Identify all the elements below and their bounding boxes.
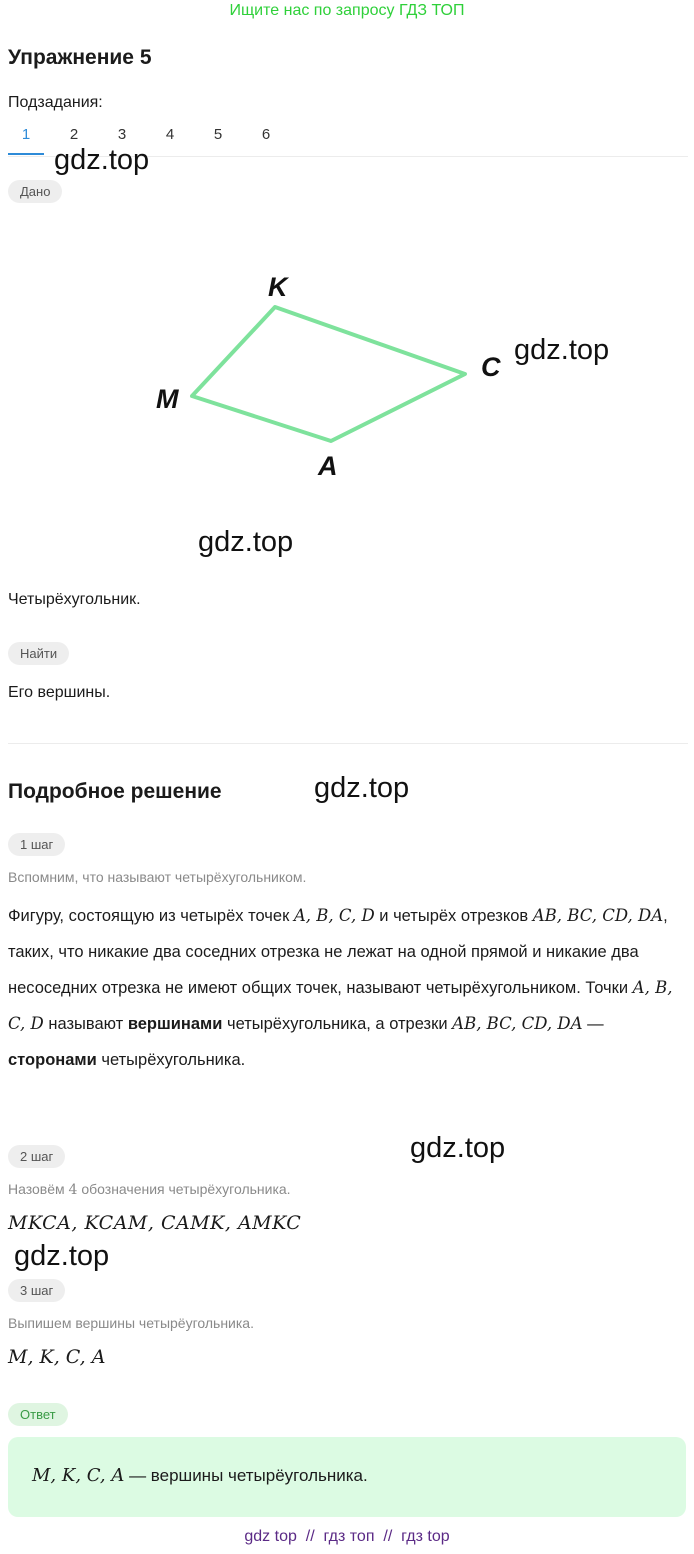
math-segments: AB, BC, CD, DA [452,1014,583,1033]
step-2-notations: MKCA, KCAM, CAMK, AMKC [8,1212,302,1234]
text-fragment: — [587,1015,604,1033]
text-fragment: обозначения четырёхугольника. [81,1181,291,1197]
active-tab-indicator [8,153,44,155]
vertex-label-a: A [318,451,338,481]
math-points: A, B, C, D [293,906,375,925]
text-fragment: четырёхугольника, а отрезки [226,1015,448,1033]
watermark: gdz.top [314,772,410,804]
step-1-hint: Вспомним, что называют четырёхугольником. [8,869,307,885]
answer-text [32,1465,368,1486]
answer-chip: Ответ [8,1403,68,1426]
text-fragment: Назовём [8,1181,65,1197]
find-chip: Найти [8,642,69,665]
step-3-hint: Выпишем вершины четырёугольника. [8,1315,254,1331]
quadrilateral-shape [192,307,465,441]
subtasks-label: Подзадания: [8,94,103,111]
step-2-hint [8,1181,291,1198]
step-1-text [8,898,688,1078]
watermark: gdz.top [14,1240,110,1272]
tab-3[interactable]: 3 [117,126,127,143]
step-3-chip: 3 шаг [8,1279,65,1302]
watermark: gdz.top [410,1132,506,1164]
answer-box [8,1437,686,1517]
tab-1[interactable]: 1 [21,126,31,143]
quadrilateral-figure [0,260,694,490]
vertex-label-c: C [481,352,501,382]
text-fragment: четырёхугольника. [101,1051,246,1069]
tab-4[interactable]: 4 [165,126,175,143]
term-vertices: вершинами [127,1015,223,1033]
term-sides: сторонами [8,1051,97,1069]
divider [8,743,688,744]
step-3-vertices: M, K, C, A [8,1346,106,1368]
given-text: Четырёхугольник. [8,591,141,608]
tab-6[interactable]: 6 [261,126,271,143]
step-2-chip: 2 шаг [8,1145,65,1168]
tab-2[interactable]: 2 [69,126,79,143]
solution-title: Подробное решение [8,780,222,803]
text-fragment: , таких, что никакие два соседних отрезка не лежат на одной прямой и никакие два несоседних отрезка не имеют общих точек, называют четырёхугольником. Точки [8,907,668,997]
watermark: gdz.top [54,144,150,176]
math-number: 4 [68,1182,78,1198]
vertex-label-k: K [268,272,288,302]
step-1-chip: 1 шаг [8,833,65,856]
watermark: gdz.top [198,526,294,558]
given-chip: Дано [8,180,62,203]
find-text: Его вершины. [8,684,111,701]
search-hint-banner: Ищите нас по запросу ГДЗ ТОП [229,2,465,19]
vertex-label-m: M [156,384,179,414]
footer-links: gdz top // гдз топ // гдз top [244,1528,450,1545]
answer-math: M, K, C, A [32,1465,125,1486]
math-points: A, B, C, D [8,978,673,1033]
text-fragment: называют [48,1015,124,1033]
math-segments: AB, BC, CD, DA [532,906,664,925]
text-fragment: и четырёх отрезков [379,907,529,925]
exercise-title: Упражнение 5 [8,46,152,69]
tab-5[interactable]: 5 [213,126,223,143]
watermark: gdz.top [514,334,610,366]
answer-label: — вершины четырёугольника. [129,1466,368,1485]
text-fragment: Фигуру, состоящую из четырёх точек [8,907,290,925]
